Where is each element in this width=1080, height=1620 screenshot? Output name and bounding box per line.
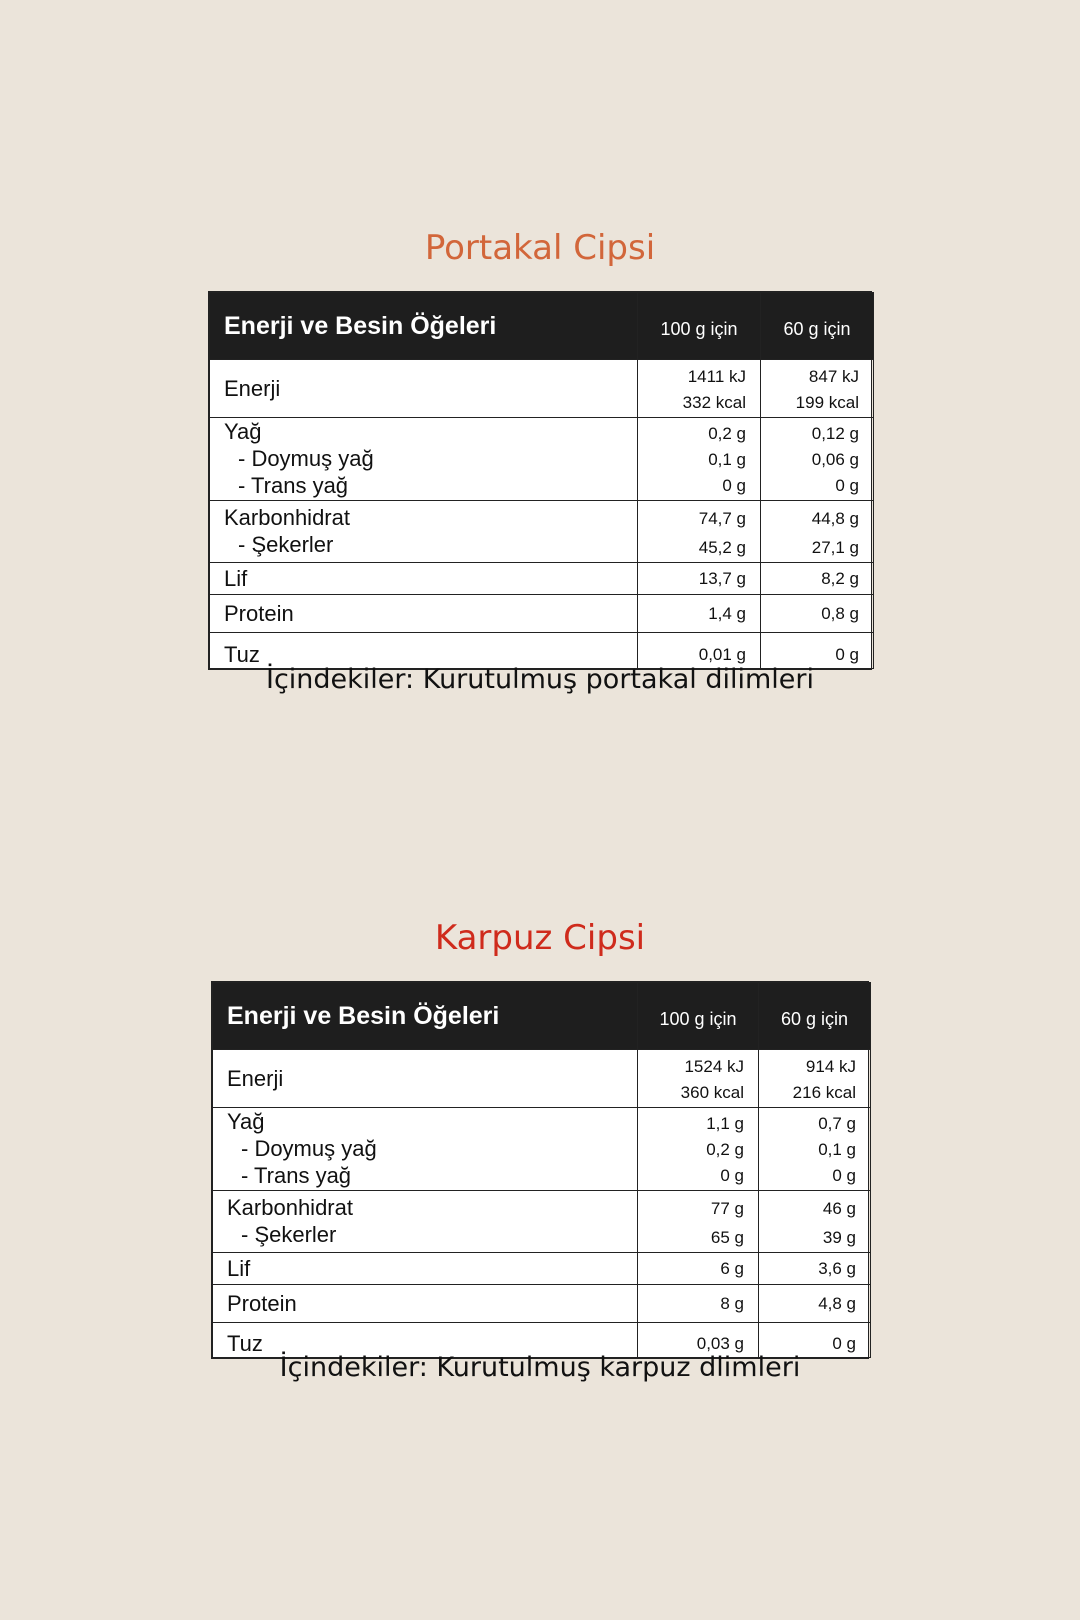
value-60g: 0,12 g 0,06 g 0 g xyxy=(761,418,874,501)
value-60g: 847 kJ 199 kcal xyxy=(761,360,874,418)
row-carbohydrate xyxy=(213,1191,871,1253)
value-60g: 0,8 g xyxy=(761,595,874,633)
nutrition-label xyxy=(208,291,872,670)
row-fiber xyxy=(213,1253,871,1285)
row-label: Tuz xyxy=(210,633,638,669)
column-header-60g: 60 g için xyxy=(761,293,874,360)
row-label: Yağ - Doymuş yağ - Trans yağ xyxy=(210,418,638,501)
row-fiber xyxy=(210,563,874,595)
row-label: Enerji xyxy=(210,360,638,418)
ingredients-text: İçindekiler: Kurutulmuş portakal dilimleri xyxy=(265,664,814,695)
value-100g: 1,1 g 0,2 g 0 g xyxy=(638,1108,759,1191)
row-fat xyxy=(213,1108,871,1191)
value-60g: 914 kJ 216 kcal xyxy=(759,1050,871,1108)
column-header-100g: 100 g için xyxy=(638,983,759,1050)
row-label: Karbonhidrat - Şekerler xyxy=(210,501,638,563)
value-60g: 46 g 39 g xyxy=(759,1191,871,1253)
row-fat xyxy=(210,418,874,501)
value-100g: 13,7 g xyxy=(638,563,761,595)
row-label: Protein xyxy=(210,595,638,633)
value-60g: 3,6 g xyxy=(759,1253,871,1285)
row-label: Protein xyxy=(213,1285,638,1323)
value-100g: 74,7 g 45,2 g xyxy=(638,501,761,563)
value-100g: 1,4 g xyxy=(638,595,761,633)
value-60g: 0 g xyxy=(759,1323,871,1358)
row-protein xyxy=(213,1285,871,1323)
product-title: Portakal Cipsi xyxy=(424,228,656,268)
row-label: Tuz xyxy=(213,1323,638,1358)
label-header-title: Enerji ve Besin Öğeleri xyxy=(213,983,638,1050)
label-header-title: Enerji ve Besin Öğeleri xyxy=(210,293,638,360)
value-100g: 77 g 65 g xyxy=(638,1191,759,1253)
value-100g: 0,03 g xyxy=(638,1323,759,1358)
value-60g: 44,8 g 27,1 g xyxy=(761,501,874,563)
value-60g: 4,8 g xyxy=(759,1285,871,1323)
row-label: Enerji xyxy=(213,1050,638,1108)
row-energy xyxy=(213,1050,871,1108)
nutrition-label xyxy=(211,981,869,1359)
value-60g: 0,7 g 0,1 g 0 g xyxy=(759,1108,871,1191)
ingredients-text: İçindekiler: Kurutulmuş karpuz dlimleri xyxy=(279,1352,801,1383)
value-100g: 1411 kJ 332 kcal xyxy=(638,360,761,418)
row-label: Yağ - Doymuş yağ - Trans yağ xyxy=(213,1108,638,1191)
value-100g: 8 g xyxy=(638,1285,759,1323)
value-100g: 0,2 g 0,1 g 0 g xyxy=(638,418,761,501)
value-100g: 6 g xyxy=(638,1253,759,1285)
value-60g: 0 g xyxy=(761,633,874,669)
value-60g: 8,2 g xyxy=(761,563,874,595)
row-label: Karbonhidrat - Şekerler xyxy=(213,1191,638,1253)
row-carbohydrate xyxy=(210,501,874,563)
product-title: Karpuz Cipsi xyxy=(434,918,646,958)
row-energy xyxy=(210,360,874,418)
column-header-100g: 100 g için xyxy=(638,293,761,360)
column-header-60g: 60 g için xyxy=(759,983,871,1050)
value-100g: 1524 kJ 360 kcal xyxy=(638,1050,759,1108)
row-protein xyxy=(210,595,874,633)
value-100g: 0,01 g xyxy=(638,633,761,669)
row-label: Lif xyxy=(213,1253,638,1285)
row-label: Lif xyxy=(210,563,638,595)
